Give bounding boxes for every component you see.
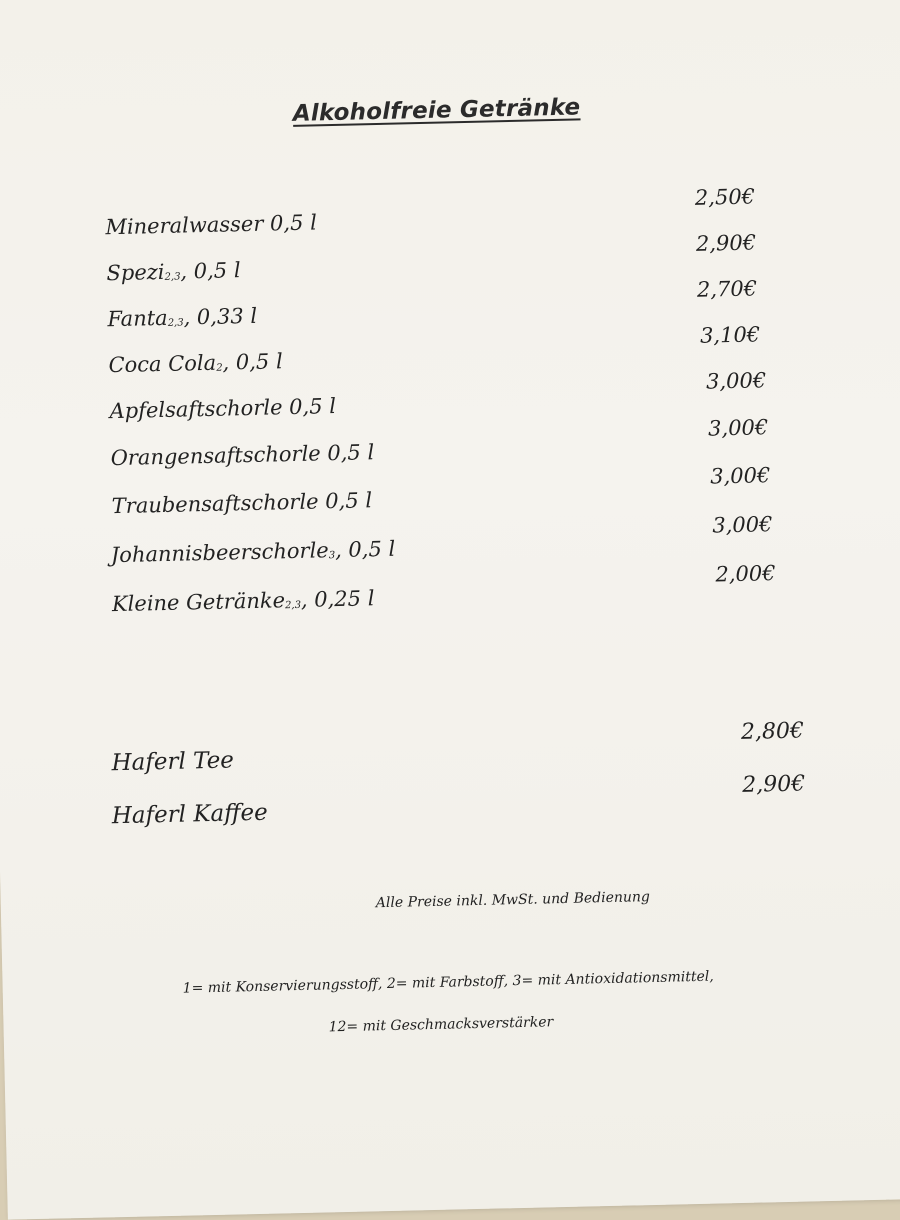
menu-item — [111, 463, 792, 530]
menu-item — [105, 184, 786, 251]
item-price: 2,80€ — [740, 718, 805, 745]
item-price: 2,90€ — [695, 230, 757, 256]
menu-item — [109, 368, 790, 435]
item-name: Traubensaftschorle 0,5 l — [111, 488, 373, 519]
item-name: Orangensaftschorle 0,5 l — [110, 440, 375, 471]
menu-item — [108, 322, 789, 389]
item-name: Haferl Kaffee — [111, 799, 269, 830]
menu-item — [111, 561, 793, 628]
item-price: 2,00€ — [715, 561, 776, 587]
menu-item — [110, 512, 792, 579]
item-price: 3,00€ — [705, 368, 767, 394]
item-price: 3,00€ — [709, 463, 771, 489]
menu-item — [107, 276, 788, 343]
menu-item — [106, 230, 787, 297]
menu-item — [110, 415, 791, 482]
additives-legend-line-2: 12= mit Geschmacksverstärker — [328, 1014, 554, 1036]
item-name: Spezi$_{2,3}$, 0,5 l — [106, 258, 241, 286]
item-name: Mineralwasser 0,5 l — [105, 210, 318, 240]
vat-note: Alle Preise inkl. MwSt. und Bedienung — [375, 889, 651, 912]
item-price: 3,00€ — [712, 512, 773, 538]
item-name: Haferl Tee — [111, 747, 235, 777]
item-price: 2,90€ — [741, 771, 806, 798]
item-price: 2,70€ — [696, 276, 758, 302]
item-name: Kleine Getränke$_{2,3}$, 0,25 l — [111, 586, 375, 617]
item-price: 3,00€ — [707, 415, 769, 441]
item-name: Fanta$_{2,3}$, 0,33 l — [107, 303, 258, 332]
item-price: 3,10€ — [699, 322, 761, 348]
menu-title: Alkoholfreie Getränke — [292, 94, 581, 127]
additives-legend-line-1: 1= mit Konservierungsstoff, 2= mit Farbstoff, 3= mit Antioxidationsmittel, — [182, 968, 714, 997]
menu-item — [111, 771, 832, 839]
menu-item — [111, 718, 832, 786]
item-price: 2,50€ — [694, 184, 756, 210]
item-name: Apfelsaftschorle 0,5 l — [109, 394, 337, 424]
item-name: Coca Cola$_2$, 0,5 l — [108, 349, 283, 378]
item-name: Johannisbeerschorle$_3$, 0,5 l — [110, 536, 396, 568]
